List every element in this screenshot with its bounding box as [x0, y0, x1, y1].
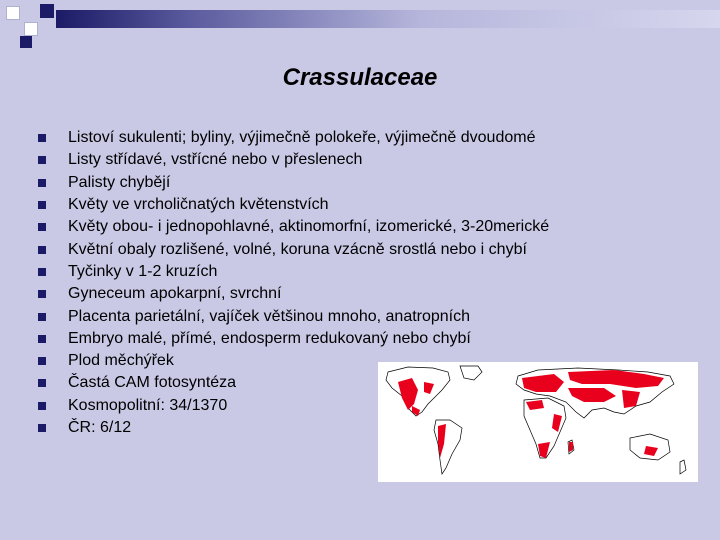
bullet-text: Embryo malé, přímé, endosperm redukovaný nebo chybí	[68, 329, 471, 347]
bullet-square-icon	[38, 379, 46, 387]
bullet-square-icon	[38, 290, 46, 298]
bullet-text: Listy střídavé, vstřícné nebo v přeslenech	[68, 151, 363, 169]
bullet-square-icon	[38, 223, 46, 231]
bullet-item	[38, 172, 549, 194]
bullet-square-icon	[38, 357, 46, 365]
bullet-square-icon	[38, 156, 46, 164]
decor-square-navy-1	[40, 4, 54, 18]
bullet-item	[38, 216, 549, 238]
decor-square-white-1	[6, 6, 20, 20]
bullet-square-icon	[38, 246, 46, 254]
bullet-text: Palisty chybějí	[68, 173, 171, 191]
bullet-square-icon	[38, 134, 46, 142]
bullet-square-icon	[38, 335, 46, 343]
bullet-text: Listoví sukulenti; byliny, výjimečně polokeře, výjimečně dvoudomé	[68, 129, 536, 147]
world-distribution-map	[378, 362, 698, 482]
continent-greenland	[460, 366, 482, 380]
bullet-square-icon	[38, 179, 46, 187]
bullet-text: Gyneceum apokarpní, svrchní	[68, 285, 282, 303]
bullet-item	[38, 238, 549, 260]
bullet-square-icon	[38, 268, 46, 276]
bullet-item	[38, 305, 549, 327]
decor-square-white-2	[24, 22, 38, 36]
bullet-item	[38, 328, 549, 350]
decor-square-navy-2	[20, 36, 32, 48]
bullet-square-icon	[38, 402, 46, 410]
bullet-text: Plod měchýřek	[68, 352, 174, 370]
bullet-item	[38, 261, 549, 283]
continent-north-america	[386, 367, 450, 416]
bullet-square-icon	[38, 201, 46, 209]
bullet-square-icon	[38, 313, 46, 321]
bullet-text: Kosmopolitní: 34/1370	[68, 396, 228, 414]
bullet-item	[38, 283, 549, 305]
bullet-item	[38, 127, 549, 149]
bullet-text: Placenta parietální, vajíček většinou mnoho, anatropních	[68, 307, 471, 325]
bullet-text: Častá CAM fotosyntéza	[68, 374, 237, 392]
bullet-text: Květy obou- i jednopohlavné, aktinomorfní, izomerické, 3-20merické	[68, 218, 550, 236]
header-gradient-bar	[56, 10, 720, 28]
bullet-text: ČR: 6/12	[68, 419, 132, 436]
slide-title: Crassulaceae	[282, 64, 438, 91]
bullet-text: Květy ve vrcholičnatých květenstvích	[68, 196, 329, 214]
bullet-item	[38, 149, 549, 171]
bullet-square-icon	[38, 424, 46, 432]
bullet-text: Květní obaly rozlišené, volné, koruna vzácně srostlá nebo i chybí	[68, 240, 527, 258]
bullet-item	[38, 194, 549, 216]
continent-new-zealand	[680, 460, 686, 474]
bullet-text: Tyčinky v 1-2 kruzích	[68, 262, 218, 280]
